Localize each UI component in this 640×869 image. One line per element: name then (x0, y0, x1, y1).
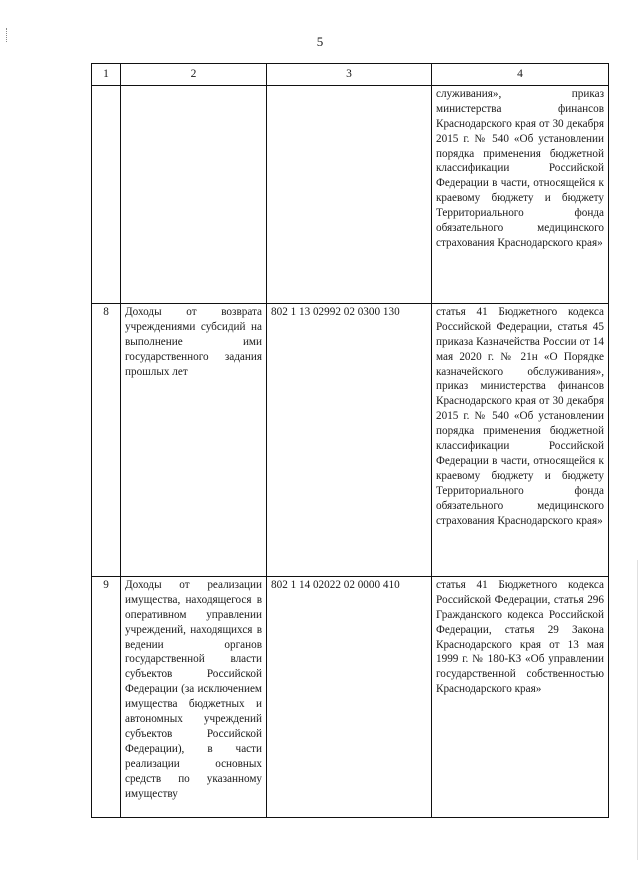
table-row (92, 303, 609, 576)
row-number: 9 (92, 576, 121, 817)
page-edge-shadow (637, 560, 638, 860)
table-header-row (92, 64, 609, 86)
table-row (92, 85, 609, 303)
legal-basis: статья 41 Бюджетного кодекса Российской Федерации, статья 296 Гражданского кодекса Российской Федерации, статья 29 Закона Краснодарского края от 13 мая 1999 г. № 180-КЗ «Об управлении государственной собственностью Краснодарского края» (432, 576, 609, 817)
column-header-4: 4 (432, 64, 609, 86)
column-header-2: 2 (121, 64, 267, 86)
budget-table (91, 63, 609, 818)
legal-basis: служивания», приказ министерства финансов Краснодарского края от 30 декабря 2015 г. № 540 «Об установлении порядка применения бюджетной классификации Российской Федерации в части, относящейся к краевому бюджету и бюджету Территориального фонда обязательного медицинского страхования Краснодарского края» (432, 85, 609, 303)
budget-code: 802 1 13 02992 02 0300 130 (267, 303, 432, 576)
column-header-3: 3 (267, 64, 432, 86)
budget-code (267, 85, 432, 303)
legal-basis: статья 41 Бюджетного кодекса Российской Федерации, статья 45 приказа Казначейства России от 14 мая 2020 г. № 21н «О Порядке казначейского обслуживания», приказ министерства финансов Краснодарского края от 30 декабря 2015 г. № 540 «Об установлении порядка применения бюджетной классификации Российской Федерации в части, относящейся к краевому бюджету и бюджету Территориального фонда обязательного медицинского страхования Краснодарского края» (432, 303, 609, 576)
revenue-name: Доходы от возврата учреждениями субсидий на выполнение ими государственного задания прошлых лет (121, 303, 267, 576)
page-number: 5 (316, 34, 324, 49)
revenue-name (121, 85, 267, 303)
budget-code: 802 1 14 02022 02 0000 410 (267, 576, 432, 817)
row-number: 8 (92, 303, 121, 576)
table-row (92, 576, 609, 817)
row-number (92, 85, 121, 303)
revenue-name: Доходы от реализации имущества, находящегося в оперативном управлении учреждений, находящихся в ведении органов государственной власти субъектов Российской Федерации (за исключением имущества бюджетных и автономных учреждений субъектов Российской Федерации), в части реализации основных средств по указанному имуществу (121, 576, 267, 817)
column-header-1: 1 (92, 64, 121, 86)
